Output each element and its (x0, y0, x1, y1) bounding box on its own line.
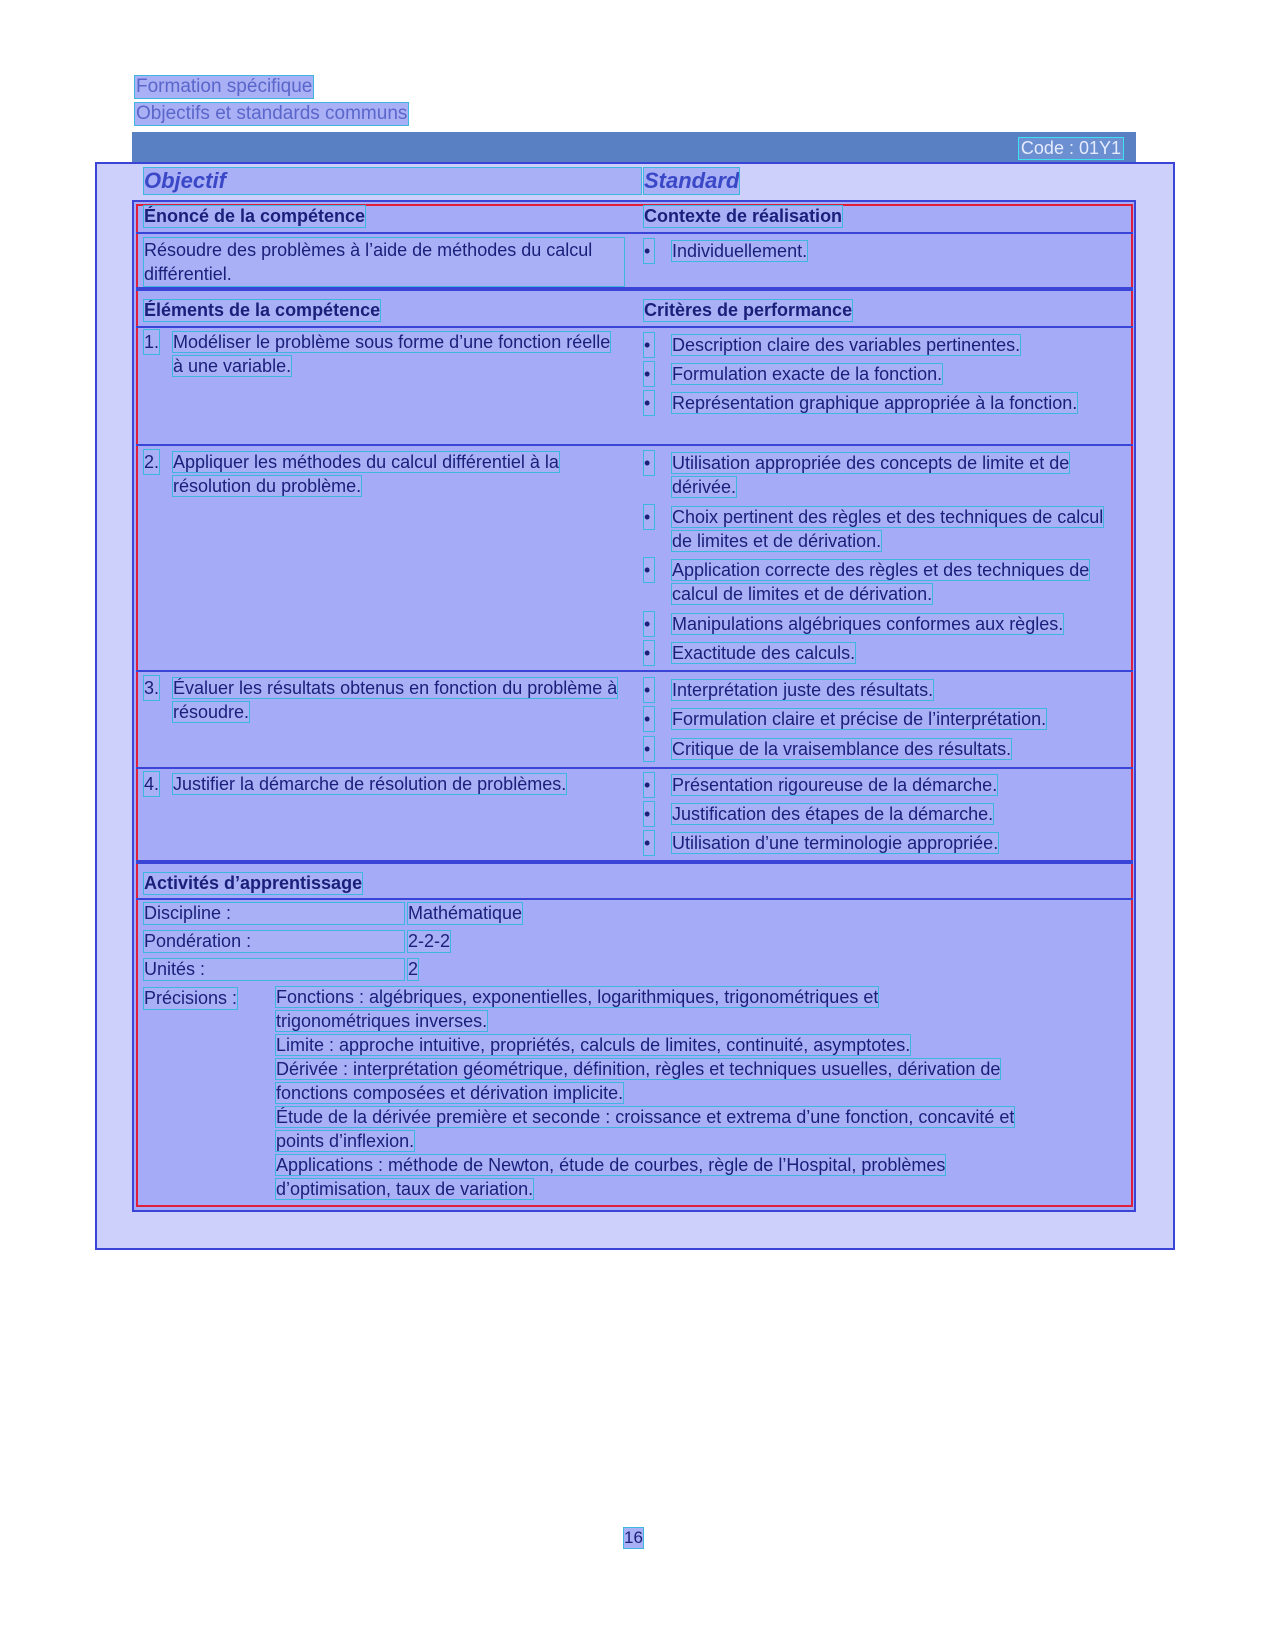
competence-statement: Résoudre des problèmes à l’aide de méthodes du calcul différentiel. (144, 238, 624, 286)
bullet-icon: • (644, 239, 654, 263)
objective-column-title: Objectif (144, 168, 641, 194)
precision-line: Applications : méthode de Newton, étude de courbes, règle de l’Hospital, problèmes (276, 1155, 946, 1175)
page-number: 16 (624, 1528, 643, 1547)
section-title: Objectifs et standards communs (136, 103, 408, 124)
criterion-text: Formulation exacte de la fonction. (672, 364, 943, 384)
criterion-text: Justification des étapes de la démarche. (672, 804, 994, 824)
ponderation-label: Pondération : (144, 931, 404, 952)
bullet-icon: • (644, 737, 654, 761)
criterion-text: Interprétation juste des résultats. (672, 680, 934, 700)
criterion-text: Manipulations algébriques conformes aux règles. (672, 614, 1064, 634)
element-text: Modéliser le problème sous forme d’une fonction réelle à une variable. (173, 332, 611, 376)
divider (136, 444, 1133, 446)
bullet-icon: • (644, 707, 654, 731)
divider (136, 326, 1133, 328)
criterion-text: Formulation claire et précise de l’interprétation. (672, 709, 1047, 729)
bullet-icon: • (644, 558, 654, 582)
precisions-label: Précisions : (144, 988, 238, 1008)
bullet-icon: • (644, 612, 654, 636)
bullet-icon: • (644, 641, 654, 665)
criterion-text: Exactitude des calculs. (672, 643, 856, 663)
criterion-text: Description claire des variables pertinentes. (672, 335, 1021, 355)
activities-heading: Activités d’apprentissage (144, 873, 363, 893)
bullet-icon: • (644, 802, 654, 826)
precision-line: Étude de la dérivée première et seconde : croissance et extrema d’une fonction, concavité et (276, 1107, 1015, 1127)
bullet-icon: • (644, 773, 654, 797)
criterion-text: Représentation graphique appropriée à la fonction. (672, 393, 1078, 413)
program-title: Formation spécifique (136, 76, 313, 97)
element-text: Justifier la démarche de résolution de problèmes. (173, 774, 567, 794)
criterion-text: Présentation rigoureuse de la démarche. (672, 775, 998, 795)
standard-column-title: Standard (644, 168, 740, 193)
precision-line: Limite : approche intuitive, propriétés, calculs de limites, continuité, asymptotes. (276, 1035, 911, 1055)
section-divider (136, 860, 1133, 864)
element-number: 4. (144, 774, 160, 794)
unites-value: 2 (408, 959, 419, 979)
bullet-icon: • (644, 391, 654, 415)
criteria-heading: Critères de performance (644, 300, 853, 320)
criterion-text: Critique de la vraisemblance des résultats. (672, 739, 1012, 759)
section-divider (136, 287, 1133, 291)
criterion-text: Utilisation d’une terminologie appropriée. (672, 833, 999, 853)
discipline-value: Mathématique (408, 903, 523, 923)
bullet-icon: • (644, 678, 654, 702)
code-bar (132, 132, 1136, 162)
precision-line: fonctions composées et dérivation implicite. (276, 1083, 624, 1103)
context-text: Individuellement. (672, 241, 808, 261)
unites-label: Unités : (144, 959, 404, 980)
bullet-icon: • (644, 362, 654, 386)
competence-heading: Énoncé de la compétence (144, 206, 366, 226)
element-item-1 (144, 330, 624, 380)
precision-line: Dérivée : interprétation géométrique, définition, règles et techniques usuelles, dérivation de (276, 1059, 1001, 1079)
precision-line: Fonctions : algébriques, exponentielles, logarithmiques, trigonométriques et (276, 987, 879, 1007)
criterion-text: Utilisation appropriée des concepts de limite et de dérivée. (672, 453, 1070, 497)
element-number: 2. (144, 452, 160, 472)
elements-heading: Éléments de la compétence (144, 300, 381, 320)
precision-line: d’optimisation, taux de variation. (276, 1179, 534, 1199)
element-number: 1. (144, 332, 160, 352)
precision-line: points d’inflexion. (276, 1131, 415, 1151)
precision-line: trigonométriques inverses. (276, 1011, 488, 1031)
discipline-label: Discipline : (144, 903, 404, 924)
context-heading: Contexte de réalisation (644, 206, 843, 226)
criterion-text: Application correcte des règles et des techniques de calcul de limites et de dérivation. (672, 560, 1090, 604)
course-code: Code : 01Y1 (1018, 137, 1124, 160)
element-number: 3. (144, 678, 160, 698)
bullet-icon: • (644, 831, 654, 855)
ponderation-value: 2-2-2 (408, 931, 451, 951)
divider (136, 898, 1133, 900)
bullet-icon: • (644, 451, 654, 475)
bullet-icon: • (644, 505, 654, 529)
criterion-text: Choix pertinent des règles et des techniques de calcul de limites et de dérivation. (672, 507, 1104, 551)
divider (136, 767, 1133, 769)
element-text: Appliquer les méthodes du calcul différentiel à la résolution du problème. (173, 452, 559, 496)
divider (136, 232, 1133, 234)
divider (136, 670, 1133, 672)
bullet-icon: • (644, 333, 654, 357)
element-text: Évaluer les résultats obtenus en fonction du problème à résoudre. (173, 678, 618, 722)
